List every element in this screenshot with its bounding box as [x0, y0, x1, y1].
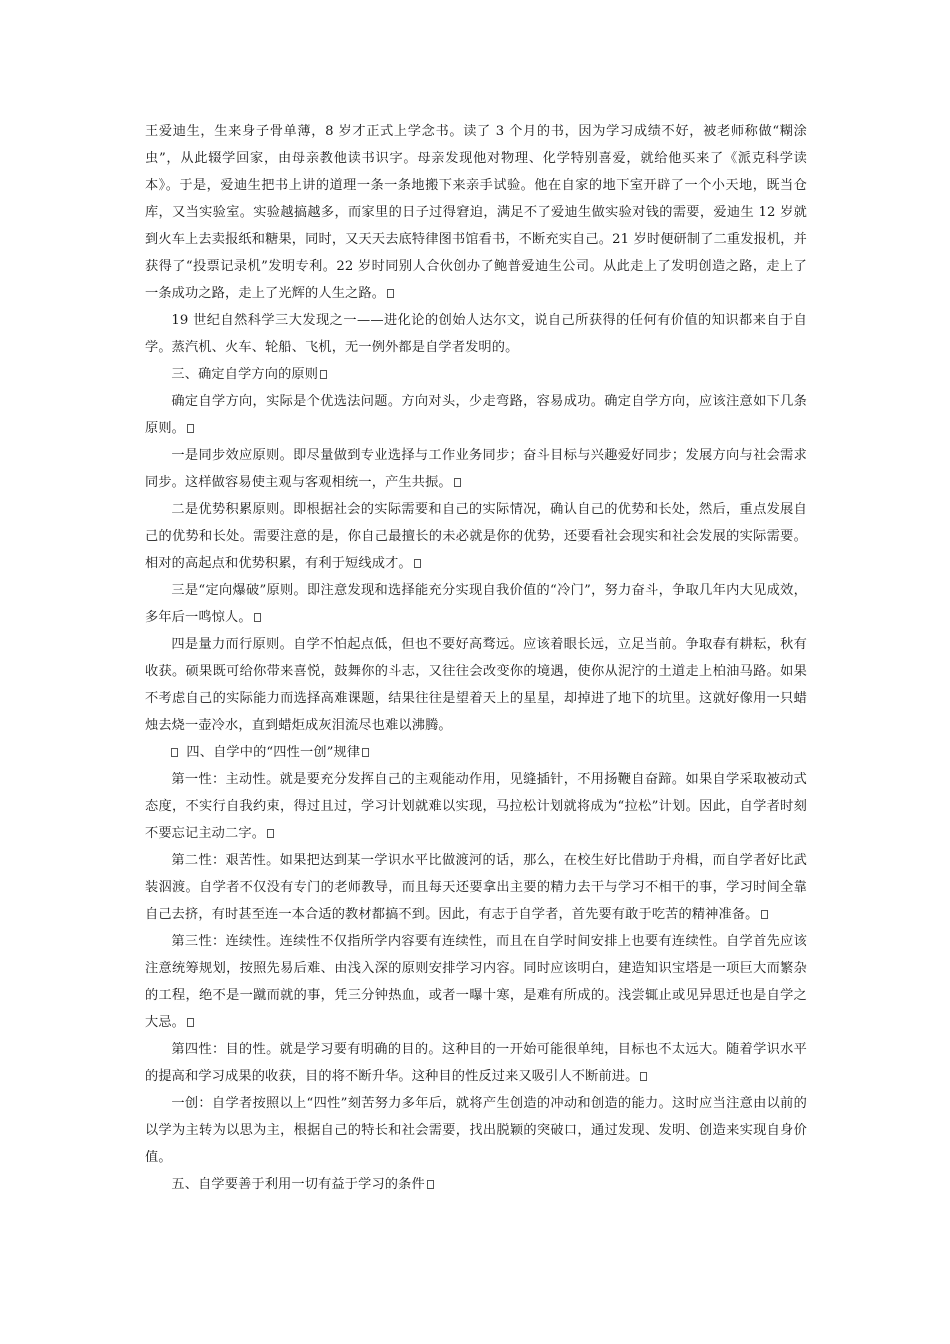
paragraph-mark-icon	[320, 370, 327, 379]
section-heading-4: 四、自学中的“四性一创”规律	[145, 739, 807, 766]
paragraph-mark-icon	[454, 478, 461, 487]
document-body	[145, 118, 807, 1198]
section-heading-3: 三、确定自学方向的原则	[145, 361, 807, 388]
paragraph-mark-icon	[267, 829, 274, 838]
paragraph-direction-intro: 确定自学方向，实际是个优选法问题。方向对头，少走弯路，容易成功。确定自学方向，应该注意如下几条原则。	[145, 394, 807, 436]
paragraph-principle-4: 四是量力而行原则。自学不怕起点低，但也不要好高骛远。应该着眼长远，立足当前。争取春有耕耘，秋有收获。硕果既可给你带来喜悦，鼓舞你的斗志，又往往会改变你的境遇，使你从泥泞的土道走上柏油马路。如果不考虑自己的实际能力而选择高难课题，结果往往是望着天上的星星，却掉进了地下的坑里。这就好像用一只蜡烛去烧一壶冷水，直到蜡炬成灰泪流尽也难以沸腾。	[145, 637, 807, 733]
paragraph-trait-3: 第三性：连续性。连续性不仅指所学内容要有连续性，而且在自学时间安排上也要有连续性。自学首先应该注意统筹规划，按照先易后难、由浅入深的原则安排学习内容。同时应该明白，建造知识宝塔是一项巨大而繁杂的工程，绝不是一蹴而就的事，凭三分钟热血，或者一曝十寒，是难有所成的。浅尝辄止或见异思迁也是自学之大忌。	[145, 934, 807, 1030]
paragraph-mark-icon	[761, 910, 768, 919]
paragraph-mark-icon	[387, 289, 394, 298]
paragraph-mark-icon	[414, 559, 421, 568]
paragraph-mark-icon	[640, 1072, 647, 1081]
paragraph-edison: 王爱迪生，生来身子骨单薄，8 岁才正式上学念书。读了 3 个月的书，因为学习成绩不好，被老师称做“糊涂虫”，从此辍学回家，由母亲教他读书识字。母亲发现他对物理、化学特别喜爱，就给他买来了《派克科学读本》。于是，爱迪生把书上讲的道理一条一条地搬下来亲手试验。他在自家的地下室开辟了一个小天地，既当仓库，又当实验室。实验越搞越多，而家里的日子过得窘迫，满足不了爱迪生做实验对钱的需要，爱迪生 12 岁就到火车上去卖报纸和糖果，同时，又天天去底特律图书馆看书，不断充实自己。21 岁时便研制了二重发报机，并获得了“投票记录机”发明专利。22 岁时同别人合伙创办了鲍普爱迪生公司。从此走上了发明创造之路，走上了一条成功之路，走上了光辉的人生之路。	[145, 124, 807, 301]
paragraph-trait-1: 第一性：主动性。就是要充分发挥自己的主观能动作用，见缝插针，不用扬鞭自奋蹄。如果自学采取被动式态度，不实行自我约束，得过且过，学习计划就难以实现，马拉松计划就将成为“拉松”计划。因此，自学者时刻不要忘记主动二字。	[145, 772, 807, 841]
paragraph-trait-4: 第四性：目的性。就是学习要有明确的目的。这种目的一开始可能很单纯，目标也不太远大。随着学识水平的提高和学习成果的收获，目的将不断升华。这种目的性反过来又吸引人不断前进。	[145, 1042, 807, 1084]
paragraph-mark-icon	[427, 1180, 434, 1189]
paragraph-principle-2: 二是优势积累原则。即根据社会的实际需要和自己的实际情况，确认自己的优势和长处，然后，重点发展自己的优势和长处。需要注意的是，你自己最擅长的未必就是你的优势，还要看社会现实和社会发展的实际需要。相对的高起点和优势积累，有利于短线成才。	[145, 502, 807, 571]
paragraph-principle-3: 三是“定向爆破”原则。即注意发现和选择能充分实现自我价值的“冷门”，努力奋斗，争取几年内大见成效，多年后一鸣惊人。	[145, 583, 807, 625]
paragraph-trait-2: 第二性：艰苦性。如果把达到某一学识水平比做渡河的话，那么，在校生好比借助于舟楫，而自学者好比武装泅渡。自学者不仅没有专门的老师教导，而且每天还要拿出主要的精力去干与学习不相干的事，学习时间全靠自己去挤，有时甚至连一本合适的教材都搞不到。因此，有志于自学者，首先要有敢于吃苦的精神准备。	[145, 853, 807, 922]
paragraph-mark-icon	[171, 748, 178, 757]
paragraph-mark-icon	[187, 1018, 194, 1027]
paragraph-principle-1: 一是同步效应原则。即尽量做到专业选择与工作业务同步；奋斗目标与兴趣爱好同步；发展方向与社会需求同步。这样做容易使主观与客观相统一，产生共振。	[145, 448, 807, 490]
paragraph-mark-icon	[362, 748, 369, 757]
paragraph-mark-icon	[187, 424, 194, 433]
paragraph-creation: 一创：自学者按照以上“四性”刻苦努力多年后，就将产生创造的冲动和创造的能力。这时应当注意由以前的以学为主转为以思为主，根据自己的特长和社会需要，找出脱颖的突破口，通过发现、发明、创造来实现自身价值。	[145, 1096, 807, 1165]
paragraph-mark-icon	[254, 613, 261, 622]
section-heading-5: 五、自学要善于利用一切有益于学习的条件	[145, 1171, 807, 1198]
paragraph-darwin: 19 世纪自然科学三大发现之一——进化论的创始人达尔文，说自己所获得的任何有价值的知识都来自于自学。蒸汽机、火车、轮船、飞机，无一例外都是自学者发明的。	[145, 313, 807, 355]
